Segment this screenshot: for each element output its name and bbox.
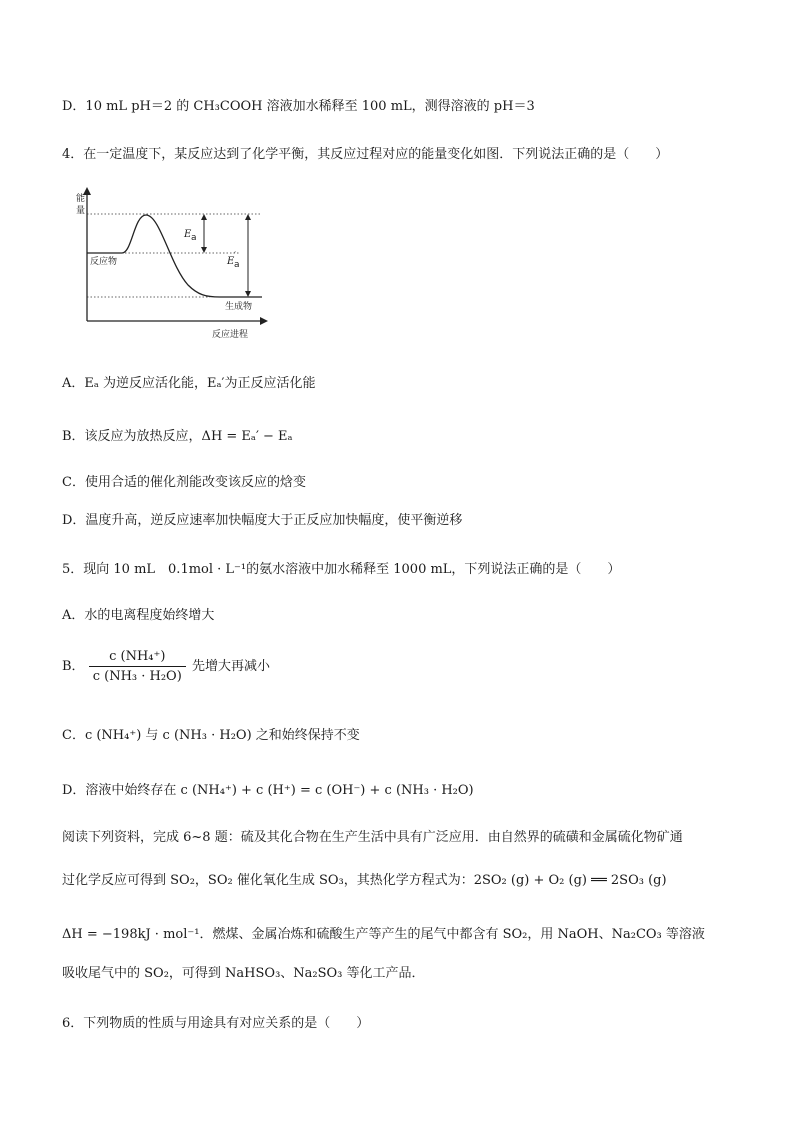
q4-option-b: B．该反应为放热反应，ΔH = Eₐ′ − Eₐ [62, 429, 293, 444]
x-axis-label: 反应进程 [212, 330, 249, 340]
reading-line-2: 过化学反应可得到 SO₂，SO₂ 催化氧化生成 SO₃，其热化学方程式为：2SO₂ (g) + O₂ (g) ══ 2SO₃ (g) [62, 873, 667, 888]
q5-option-a: A．水的电离程度始终增大 [62, 608, 215, 623]
q4-option-a: A．Eₐ 为逆反应活化能，Eₐ′为正反应活化能 [62, 376, 316, 391]
q6-stem: 6．下列物质的性质与用途具有对应关系的是（ ） [62, 1016, 370, 1031]
q4-option-d: D．温度升高，逆反应速率加快幅度大于正反应加快幅度，使平衡逆移 [62, 513, 463, 528]
q4-option-c: C．使用合适的催化剂能改变该反应的焓变 [62, 475, 306, 490]
q5-option-b-suffix: 先增大再减小 [191, 659, 270, 674]
ea-prime-subscript: a [234, 260, 240, 270]
q5-option-b-prefix: B． [62, 659, 85, 674]
energy-diagram [76, 185, 270, 345]
q5-option-d: D．溶液中始终存在 c (NH₄⁺) + c (H⁺) = c (OH⁻) + c (NH₃ · H₂O) [62, 783, 474, 798]
x-axis-arrow [260, 317, 268, 325]
reactant-label: 反应物 [90, 257, 118, 267]
q4-stem: 4．在一定温度下，某反应达到了化学平衡，其反应过程对应的能量变化如图．下列说法正确的是（ ） [62, 147, 669, 162]
q5-stem: 5．现向 10 mL 0.1mol · L⁻¹的氨水溶液中加水稀释至 1000 mL，下列说法正确的是（ ） [62, 562, 621, 577]
reading-line-3: ΔH = −198kJ · mol⁻¹．燃煤、金属冶炼和硫酸生产等产生的尾气中都含有 SO₂，用 NaOH、Na₂CO₃ 等溶液 [62, 927, 705, 942]
y-axis-label-1: 能 [76, 194, 86, 204]
ea-label: E [184, 229, 192, 240]
product-label: 生成物 [225, 302, 253, 312]
y-axis-label-2: 量 [76, 206, 86, 216]
q3-option-d: D．10 mL pH＝2 的 CH₃COOH 溶液加水稀释至 100 mL，测得溶液的 pH＝3 [62, 99, 535, 114]
q5-option-b-fraction [89, 648, 186, 685]
fraction-numerator: c (NH₄⁺) [89, 648, 186, 667]
ea-prime-label: E [227, 256, 235, 267]
ea-prime-mark: ′ [234, 251, 237, 261]
q5-option-c: C．c (NH₄⁺) 与 c (NH₃ · H₂O) 之和始终保持不变 [62, 728, 360, 743]
ea-subscript: a [191, 233, 197, 243]
fraction-denominator: c (NH₃ · H₂O) [92, 669, 182, 684]
reading-line-4: 吸收尾气中的 SO₂，可得到 NaHSO₃、Na₂SO₃ 等化工产品． [62, 966, 425, 981]
q5-option-b [62, 648, 270, 685]
reading-line-1: 阅读下列资料，完成 6~8 题：硫及其化合物在生产生活中具有广泛应用．由自然界的硫磺和金属硫化物矿通 [62, 830, 683, 845]
